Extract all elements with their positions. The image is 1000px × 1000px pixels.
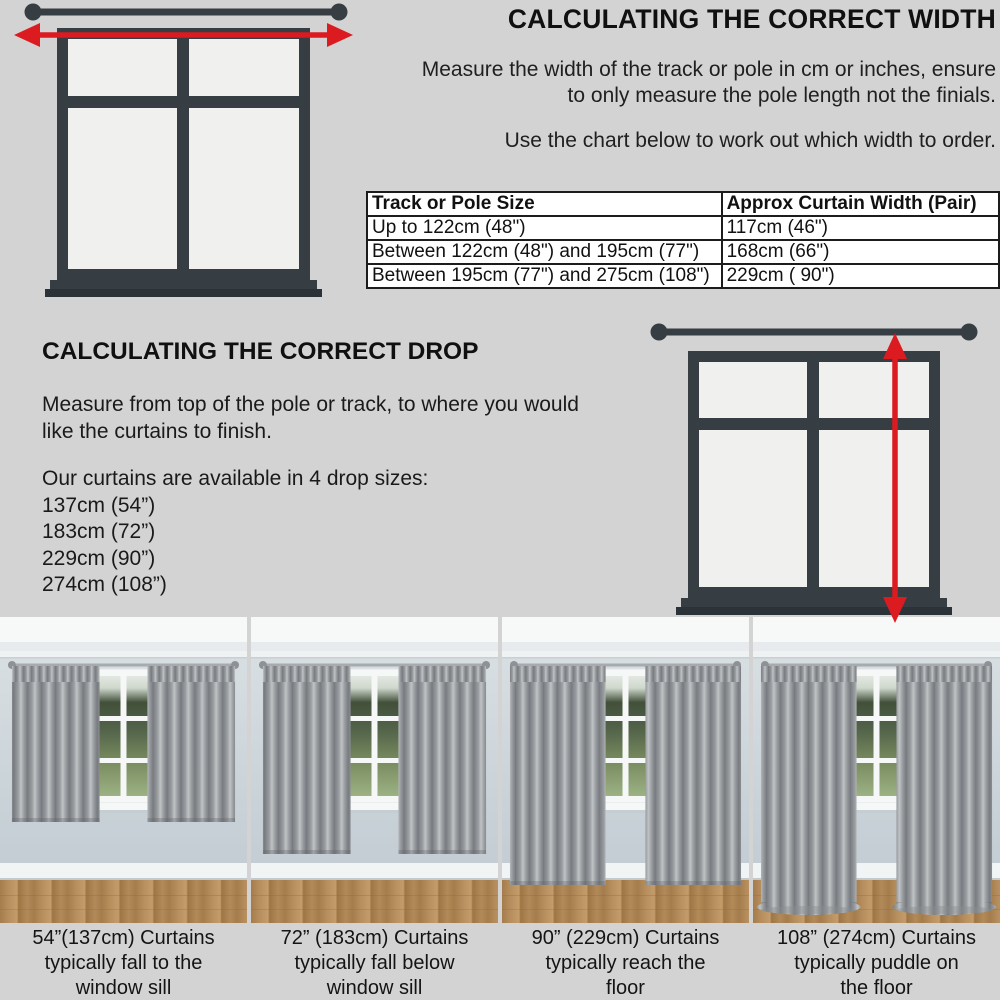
caption-90-inch [502,926,749,1000]
curtain-panel [510,666,606,885]
table-cell: Between 195cm (77") and 275cm (108") [367,264,722,288]
caption-line: 54”(137cm) Curtains [32,927,215,949]
curtain-pole-illustration [25,4,348,21]
photo-90-inch-curtains [502,617,749,923]
caption-line: the floor [840,977,913,999]
drop-size-item: 137cm (54”) [42,493,156,517]
curtain-panel [892,666,996,915]
caption-line: typically fall below [294,952,455,974]
width-intro-paragraph [358,57,996,109]
drop-size-item: 274cm (108”) [42,573,167,597]
curtain-width-table [366,191,1000,289]
curtain-panel [12,666,100,822]
caption-line: 108” (274cm) Curtains [777,927,976,949]
drop-intro-line: like the curtains to finish. [42,420,272,443]
table-cell: 117cm (46") [722,216,999,240]
curtain-room-photo [251,617,498,923]
window-frame [45,28,322,297]
table-header-track-size: Track or Pole Size [367,192,722,216]
drop-size-item: 183cm (72”) [42,520,156,544]
curtain-panel [645,666,741,885]
drop-section-heading: CALCULATING THE CORRECT DROP [42,338,479,365]
curtain-room-photo [753,617,1000,923]
caption-54-inch [0,926,247,1000]
pole-finial-right [961,324,978,341]
curtain-photos-row [0,617,1000,923]
width-intro-line: Measure the width of the track or pole in cm or inches, ensure [421,58,996,81]
table-row [367,240,999,264]
ceiling-and-molding [0,617,247,659]
curtain-panel [147,666,235,822]
photo-72-inch-curtains [251,617,498,923]
window-sill-base [676,607,952,615]
photo-108-inch-curtains [753,617,1000,923]
caption-line: 72” (183cm) Curtains [280,927,469,949]
curtain-panel [398,666,486,854]
window-sill [681,598,947,607]
table-row [367,264,999,288]
curtain-room-photo [502,617,749,923]
caption-line: typically puddle on [794,952,959,974]
table-cell: 168cm (66") [722,240,999,264]
width-intro-line: to only measure the pole length not the finials. [567,84,996,107]
caption-line: floor [606,977,645,999]
wood-floor [251,880,498,923]
caption-line: typically reach the [545,952,706,974]
drop-intro-line: Measure from top of the pole or track, to where you would [42,393,579,416]
caption-72-inch [251,926,498,1000]
drop-sizes-list [42,466,428,599]
baseboard [251,863,498,880]
window-drop-diagram [630,310,1000,626]
pole-finial-left [25,4,42,21]
wood-floor [0,880,247,923]
table-header-curtain-width: Approx Curtain Width (Pair) [722,192,999,216]
pole-finial-right [331,4,348,21]
window-sill [50,280,317,289]
window-frame [676,351,952,615]
table-header-row [367,192,999,216]
curtain-panel [263,666,351,854]
curtain-pole-illustration [651,324,978,341]
caption-108-inch [753,926,1000,1000]
drop-sizes-label: Our curtains are available in 4 drop sizes: [42,467,429,490]
pole-finial-left [651,324,668,341]
table-cell: Up to 122cm (48") [367,216,722,240]
drop-intro-paragraph [42,391,622,445]
baseboard [0,863,247,880]
window-width-diagram [0,0,360,312]
caption-line: 90” (229cm) Curtains [531,927,720,949]
wood-floor [502,880,749,923]
table-cell: Between 122cm (48") and 195cm (77") [367,240,722,264]
table-row [367,216,999,240]
width-section-heading: CALCULATING THE CORRECT WIDTH [507,4,996,34]
caption-line: window sill [326,977,423,999]
caption-line: typically fall to the [44,952,203,974]
drop-size-item: 229cm (90”) [42,546,156,570]
caption-line: window sill [75,977,172,999]
photo-54-inch-curtains [0,617,247,923]
table-cell: 229cm ( 90") [722,264,999,288]
window-sill-base [45,289,322,297]
width-section-text [358,4,996,154]
photo-captions-row [0,926,1000,1000]
ceiling-and-molding [251,617,498,659]
width-chart-note: Use the chart below to work out which width to order. [504,129,996,152]
curtain-panel [757,666,861,915]
curtain-room-photo [0,617,247,923]
